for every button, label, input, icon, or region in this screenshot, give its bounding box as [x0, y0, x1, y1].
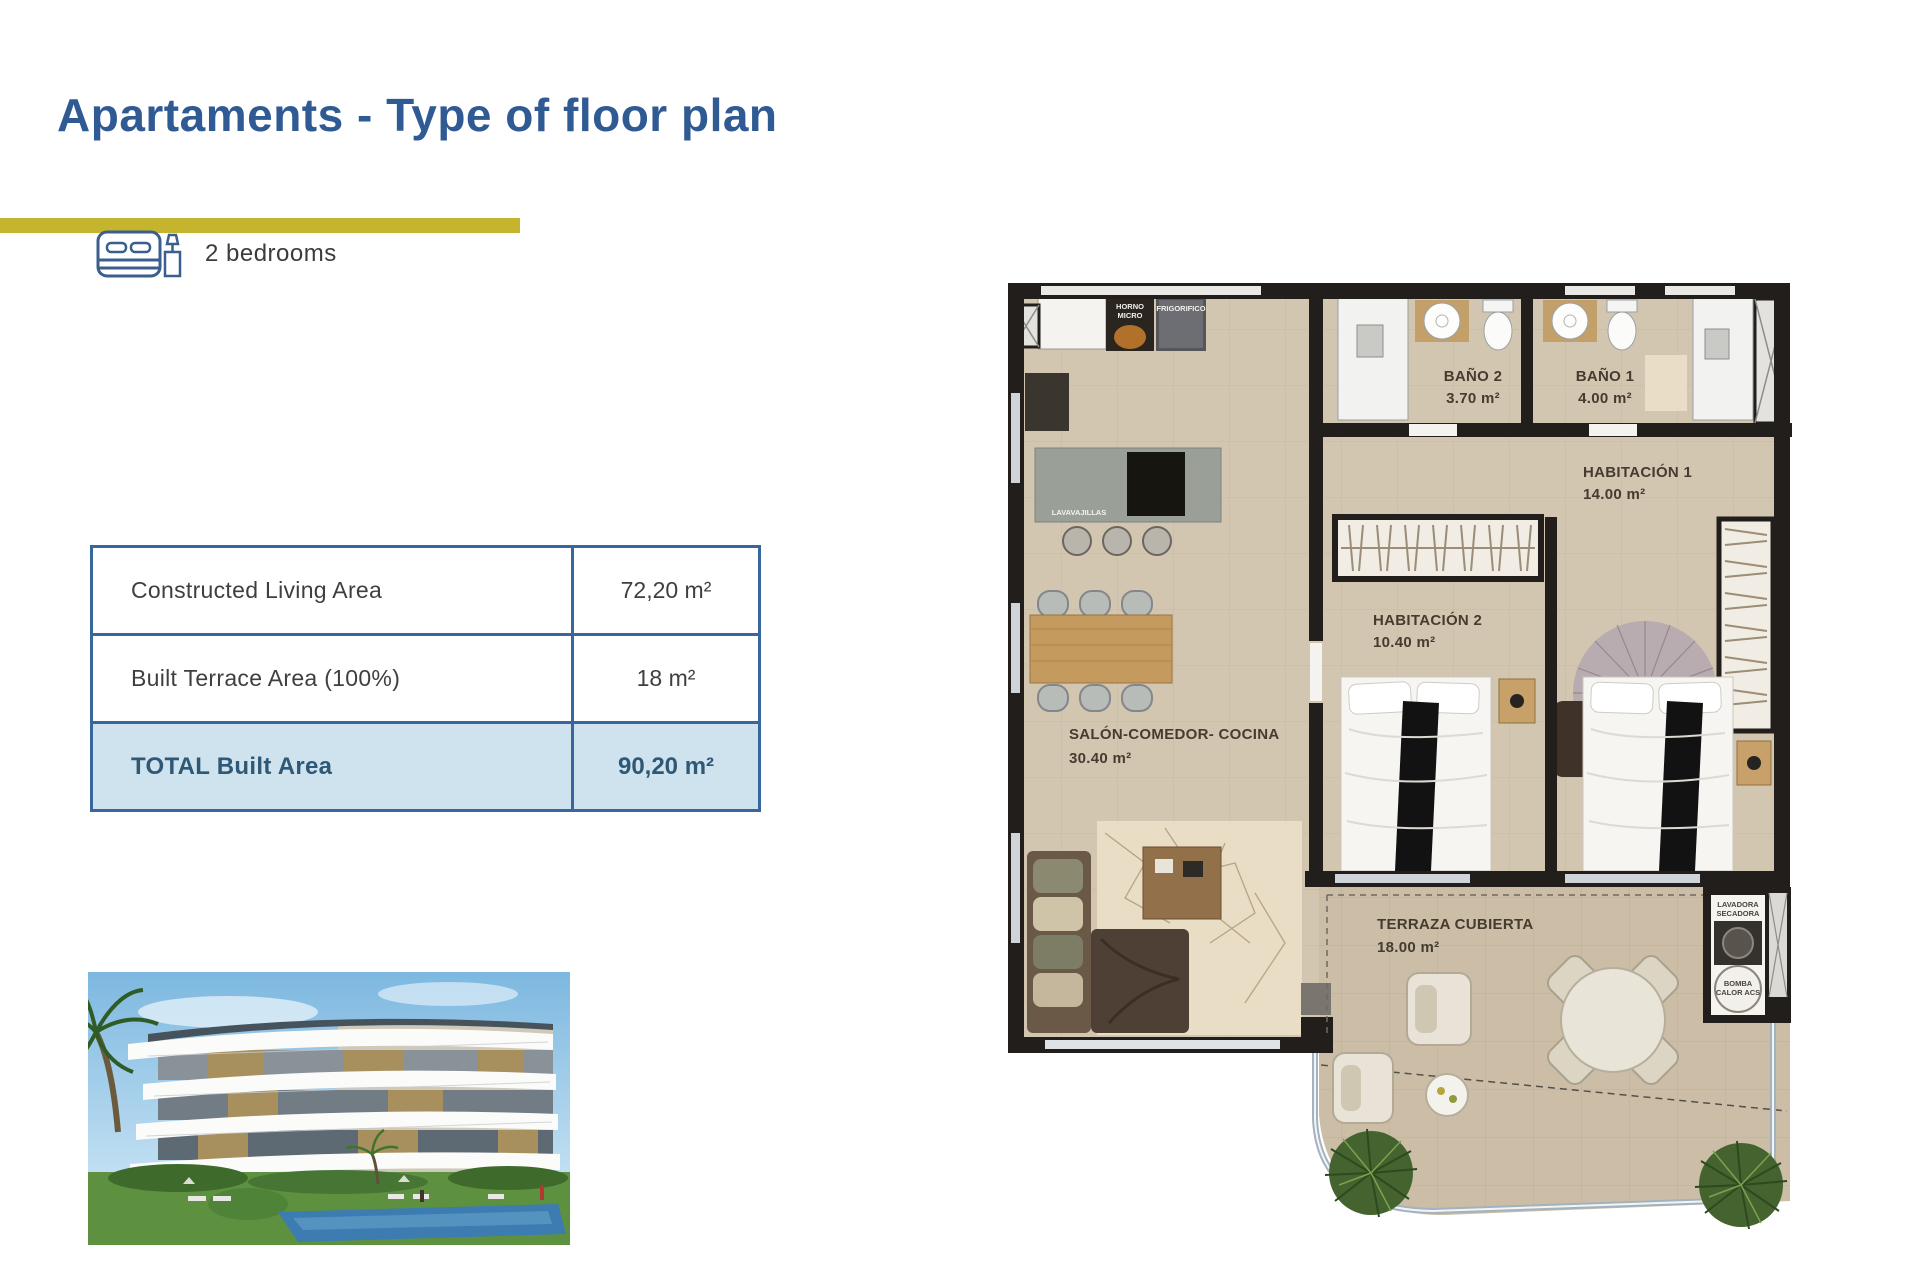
- coffee-table: [1143, 847, 1221, 919]
- row-value: 18 m²: [636, 665, 696, 691]
- room-label-habitacion1: HABITACIÓN 1: [1583, 464, 1693, 481]
- room-label-bano2: BAÑO 2: [1443, 368, 1503, 385]
- row-value: 90,20 m²: [617, 752, 715, 780]
- oven-microwave: [1106, 297, 1154, 351]
- building-photo: [88, 972, 570, 1245]
- svg-text:18.00 m²: 18.00 m²: [1377, 939, 1440, 956]
- svg-text:SECADORA: SECADORA: [1716, 909, 1760, 918]
- row-label: Constructed Living Area: [93, 548, 574, 633]
- room-label-bano1: BAÑO 1: [1575, 368, 1635, 385]
- utility-closet: [1703, 887, 1791, 1023]
- page-title: Apartaments - Type of floor plan: [57, 89, 778, 141]
- svg-text:30.40 m²: 30.40 m²: [1069, 750, 1132, 767]
- svg-text:10.40 m²: 10.40 m²: [1373, 634, 1436, 651]
- room-label-salon: SALÓN-COMEDOR- COCINA: [1069, 726, 1280, 743]
- bar-stools: [1063, 527, 1171, 555]
- room-label-habitacion2: HABITACIÓN 2: [1373, 612, 1483, 629]
- svg-text:14.00 m²: 14.00 m²: [1583, 486, 1646, 503]
- row-label: Built Terrace Area (100%): [93, 636, 574, 721]
- dining-table: [1030, 615, 1172, 683]
- floor-plan: [1005, 273, 1795, 1248]
- svg-text:CALOR ACS: CALOR ACS: [1715, 988, 1761, 997]
- bedrooms-row: [95, 222, 337, 285]
- kitchen-cabinet: [1025, 373, 1069, 431]
- table-row-total: [93, 724, 758, 809]
- terrace-dining-set: [1544, 952, 1682, 1088]
- svg-text:3.70 m²: 3.70 m²: [1446, 390, 1500, 407]
- row-label: TOTAL Built Area: [93, 724, 574, 809]
- svg-text:LAVADORA: LAVADORA: [1717, 900, 1759, 909]
- svg-text:FRIGORIFICO: FRIGORIFICO: [1156, 304, 1206, 313]
- svg-text:BOMBA: BOMBA: [1723, 979, 1753, 988]
- svg-text:4.00 m²: 4.00 m²: [1578, 390, 1632, 407]
- kitchen-island: [1035, 448, 1221, 522]
- bedrooms-label: 2 bedrooms: [205, 239, 337, 267]
- svg-text:MICRO: MICRO: [1117, 311, 1143, 320]
- svg-text:HORNO: HORNO: [1116, 302, 1144, 311]
- bedroom2-wardrobe: [1335, 517, 1541, 579]
- svg-text:LAVAVAJILLAS: LAVAVAJILLAS: [1051, 508, 1107, 517]
- table-row: [93, 548, 758, 636]
- table-row: [93, 636, 758, 724]
- row-value: 72,20 m²: [620, 577, 712, 603]
- fridge: [1156, 297, 1206, 351]
- bed-icon: [95, 222, 183, 285]
- area-table: [90, 545, 761, 812]
- room-label-terraza: TERRAZA CUBIERTA: [1377, 916, 1534, 933]
